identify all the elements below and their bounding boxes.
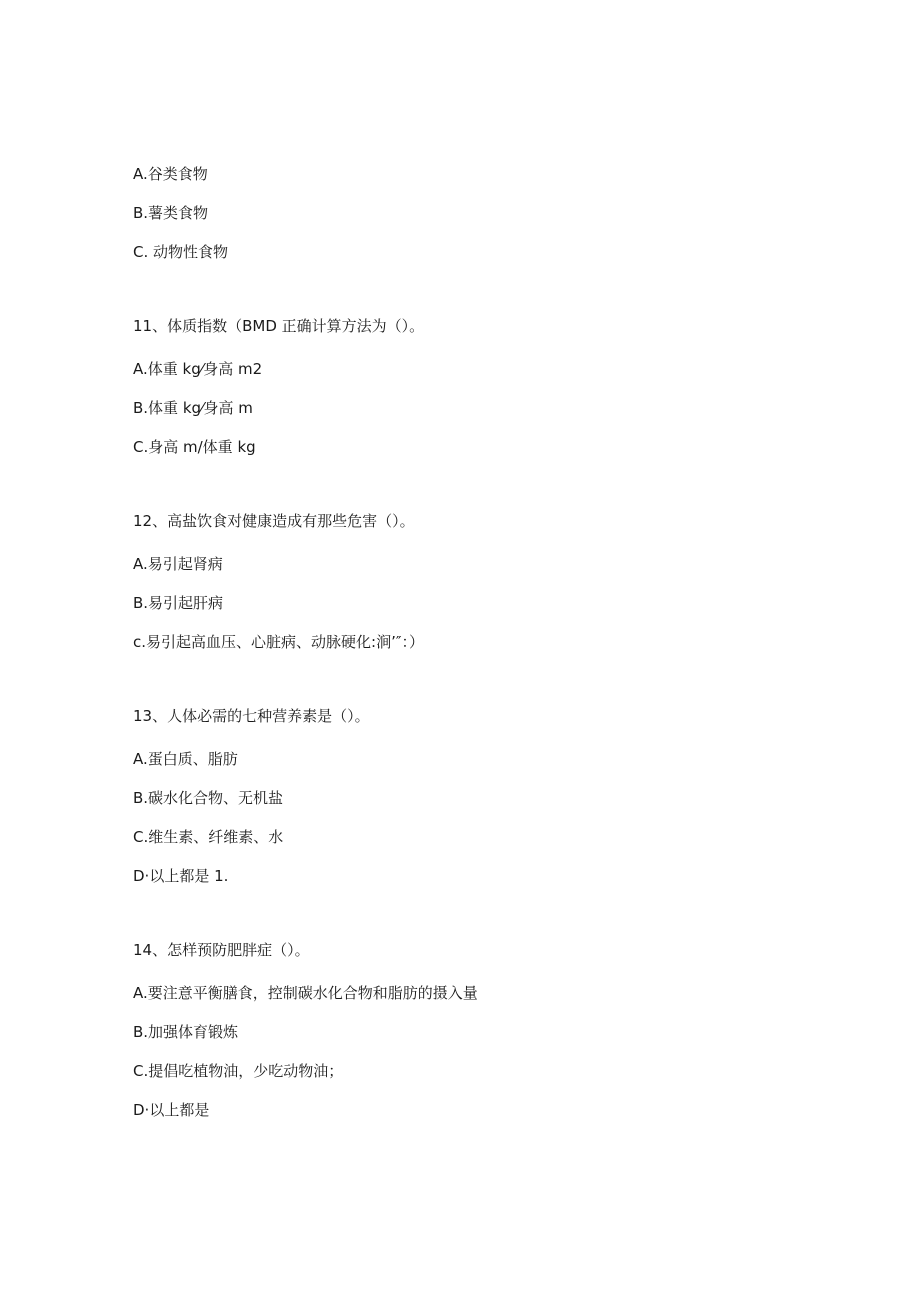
q11-option-b: B.体重 kg⁄身高 m — [133, 399, 253, 417]
q14-question: 14、怎样预防肥胖症（）。 — [133, 941, 310, 959]
q11-question: 11、体质指数（BMD 正确计算方法为（）。 — [133, 317, 425, 335]
q10-option-b: B.薯类食物 — [133, 204, 209, 222]
q12-question: 12、高盐饮食对健康造成有那些危害（）。 — [133, 512, 415, 530]
q13-option-a: A.蛋白质、脂肪 — [133, 750, 238, 768]
q13-option-c: C.维生素、纤维素、水 — [133, 828, 284, 846]
q13-question: 13、人体必需的七种营养素是（）。 — [133, 707, 370, 725]
q12-option-a: A.易引起肾病 — [133, 555, 223, 573]
q10-option-c: C. 动物性食物 — [133, 243, 229, 261]
q14-option-a: A.要注意平衡膳食，控制碳水化合物和脂肪的摄入量 — [133, 984, 478, 1002]
q14-option-c: C.提倡吃植物油，少吃动物油； — [133, 1062, 344, 1080]
q11-option-c: C.身高 m/体重 kg — [133, 438, 256, 456]
q13-option-d: D·以上都是 1. — [133, 867, 229, 885]
q10-option-a: A.谷类食物 — [133, 165, 208, 183]
q13-option-b: B.碳水化合物、无机盐 — [133, 789, 284, 807]
q12-option-b: B.易引起肝病 — [133, 594, 224, 612]
q14-option-b: B.加强体育锻炼 — [133, 1023, 239, 1041]
q11-option-a: A.体重 kg⁄身高 m2 — [133, 360, 263, 378]
q12-option-c: c.易引起高血压、心脏病、动脉硬化:涧’″：） — [133, 633, 424, 651]
q14-option-d: D·以上都是 — [133, 1101, 210, 1119]
